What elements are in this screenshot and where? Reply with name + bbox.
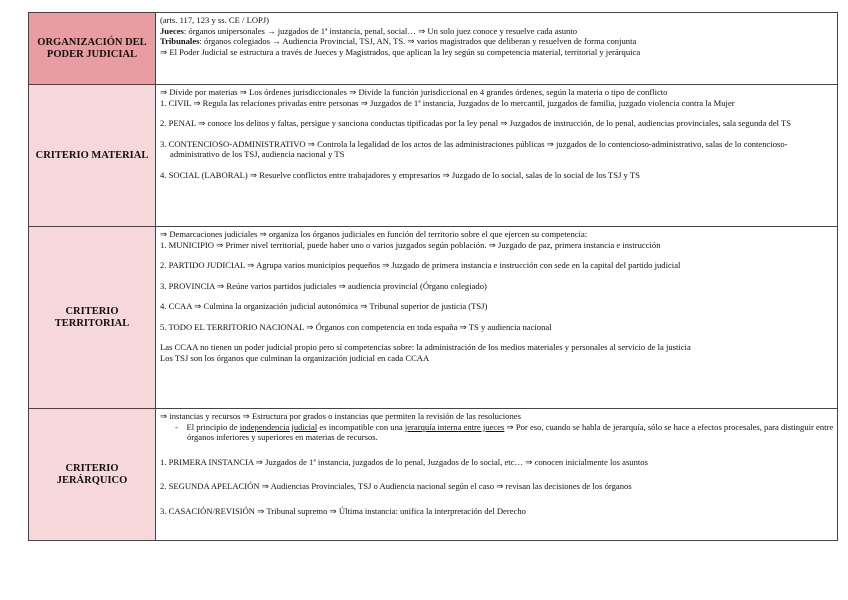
label-territorial: CRITERIO TERRITORIAL [29, 227, 156, 409]
territorial-intro: ⇒ Demarcaciones judiciales ⇒ organiza los órganos judiciales en función del territorio sobre el que ejercen su competencia: [160, 229, 588, 239]
territorial-item-nacional: 5. TODO EL TERRITORIO NACIONAL ⇒ Órganos con competencia en toda españa ⇒ TS y audiencia nacional [160, 321, 552, 332]
territorial-item-partido: 2. PARTIDO JUDICIAL ⇒ Agrupa varios municipios pequeños ⇒ Juzgado de primera instancia e instrucción con sede en la capital del partido judicial [160, 260, 681, 270]
material-item-penal: 2. PENAL ⇒ conoce los delitos y faltas, persigue y sanciona conductas tipificadas por la ley penal ⇒ Juzgados de instrucción, de lo penal, audiencias provinciales, sala segunda del TS [160, 118, 792, 128]
jerarquico-subpoint [160, 422, 834, 443]
tribunales-desc: : órganos colegiados → Audiencia Provincial, TSJ, AN, TS. ⇒ varios magistrados que deliberan y resuelven de forma conjunta [199, 36, 637, 46]
subpoint-text-b: es incompatible con una [317, 421, 405, 432]
territorial-item-ccaa: 4. CCAA ⇒ Culmina la organización judicial autonómica ⇒ Tribunal superior de justicia (TSJ) [160, 301, 488, 311]
label-material: CRITERIO MATERIAL [29, 85, 156, 227]
label-jerarquico: CRITERIO JERÁRQUICO [29, 409, 156, 541]
row-territorial [29, 227, 838, 409]
territorial-note-ccaa: Las CCAA no tienen un poder judicial propio pero sí competencias sobre: la administración de los medios materiales y personales al servicio de la justicia [160, 342, 691, 352]
territorial-note-tsj: Los TSJ son los órganos que culminan la organización judicial en cada CCAA [160, 352, 430, 363]
material-item-social: 4. SOCIAL (LABORAL) ⇒ Resuelve conflictos entre trabajadores y empresarios ⇒ Juzgado de lo social, salas de lo social de los TSJ y TS [160, 169, 640, 180]
organization-table [28, 12, 838, 541]
dash-bullet: - [175, 421, 178, 432]
jerarquico-item-casacion: 3. CASACIÓN/REVISIÓN ⇒ Tribunal supremo ⇒ Última instancia: unifica la interpretación del Derecho [160, 505, 526, 516]
estructura-line: ⇒ El Poder Judicial se estructura a través de Jueces y Magistrados, que aplican la ley según su competencia material, territorial y jerárquica [160, 46, 641, 57]
territorial-item-municipio: 1. MUNICIPIO ⇒ Primer nivel territorial, puede haber uno o varios juzgados según población. ⇒ Juzgado de paz, primera instancia e instrucción [160, 239, 661, 250]
jerarquico-intro: ⇒ instancias y recursos ⇒ Estructura por grados o instancias que permiten la revisión de las resoluciones [160, 411, 521, 421]
row-jerarquico [29, 409, 838, 541]
jerarquico-item-segunda: 2. SEGUNDA APELACIÓN ⇒ Audiencias Provinciales, TSJ o Audiencia nacional según el caso ⇒ revisan las decisiones de los órganos [160, 481, 632, 491]
row-organizacion [29, 13, 838, 85]
independencia-judicial-term: independencia judicial [239, 421, 318, 432]
content-material [156, 85, 838, 227]
jueces-term: Jueces [160, 25, 184, 36]
subpoint-text-a: El principio de [186, 421, 240, 432]
content-organizacion [156, 13, 838, 85]
jerarquico-item-primera: 1. PRIMERA INSTANCIA ⇒ Juzgados de 1ª instancia, juzgados de lo penal, Juzgados de lo social, etc… ⇒ conocen inicialmente los asuntos [160, 456, 648, 467]
territorial-item-provincia: 3. PROVINCIA ⇒ Reúne varios partidos judiciales ⇒ audiencia provincial (Órgano colegiado) [160, 280, 487, 291]
subpoint-text-c: ⇒ Por eso, cuando se habla de jerarquía, sólo se hace a efectos procesales, para distinguir entre órganos inferiores y superiores en materias de recursos. [187, 421, 834, 442]
row-material [29, 85, 838, 227]
tribunales-line [160, 36, 834, 47]
content-territorial [156, 227, 838, 409]
material-item-civil: 1. CIVIL ⇒ Regula las relaciones privadas entre personas ⇒ Juzgados de 1ª instancia, Juzgados de lo mercantil, juzgados de familia, juzgado violencia contra la Mujer [160, 97, 735, 108]
material-intro: ⇒ Divide por materias ⇒ Los órdenes jurisdiccionales ⇒ Divide la función jurisdiccional en 4 grandes órdenes, según la materia o tipo de conflicto [160, 87, 668, 97]
tribunales-term: Tribunales [160, 36, 200, 46]
label-organizacion: ORGANIZACIÓN DEL PODER JUDICIAL [29, 13, 156, 85]
jerarquia-interna-term: jerarquía interna entre jueces [404, 421, 505, 432]
content-jerarquico [156, 409, 838, 541]
material-item-contencioso: 3. CONTENCIOSO-ADMINISTRATIVO ⇒ Controla la legalidad de los actos de las administraciones públicas ⇒ juzgados de lo contencioso-administrativo, salas de lo contencioso-administrativo de los TSJ, audiencia nacional y TS [160, 138, 788, 159]
jueces-desc: : órganos unipersonales → juzgados de 1ª instancia, penal, social… ⇒ Un solo juez conoce y resuelve cada asunto [183, 25, 578, 36]
articles-ref: (arts. 117, 123 y ss. CE / LOPJ) [160, 15, 270, 25]
jueces-line [160, 26, 834, 37]
